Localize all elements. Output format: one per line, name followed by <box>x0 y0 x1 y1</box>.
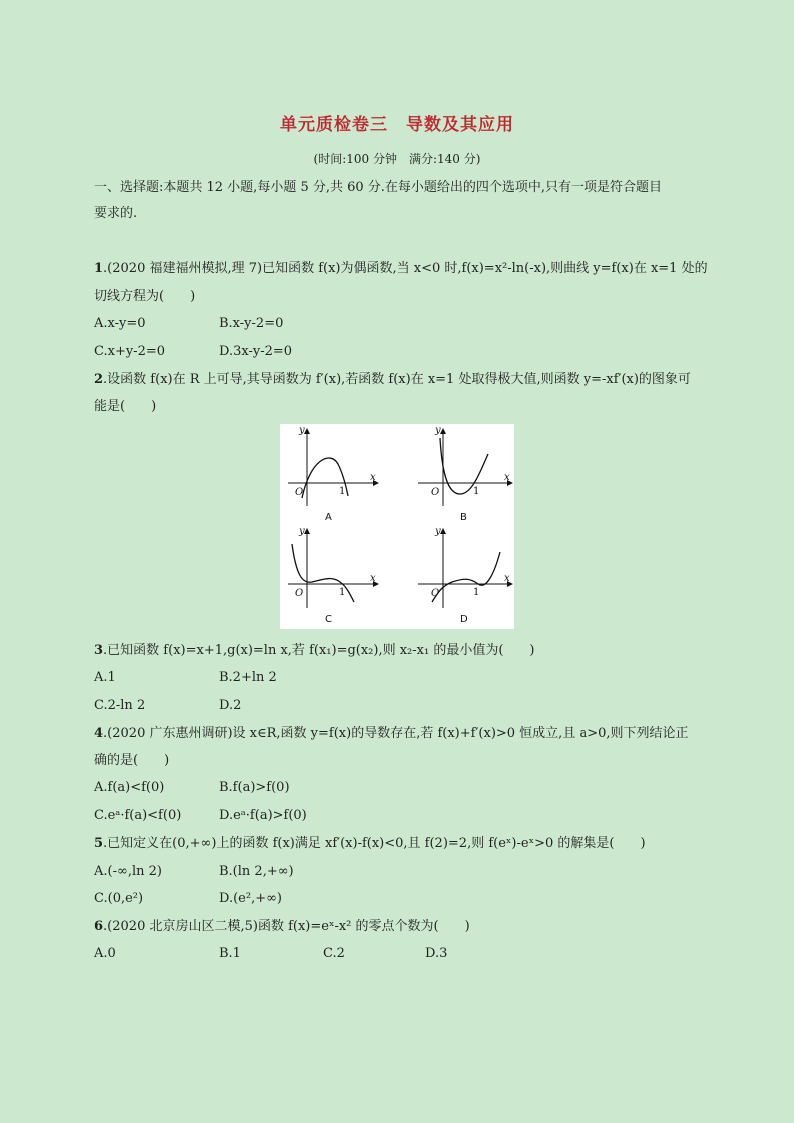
option-d[interactable]: D.3x-y-2=0 <box>219 344 293 359</box>
question-4-line2: 确的是( ) <box>94 753 170 768</box>
graph-options-figure <box>280 424 514 629</box>
option-c[interactable]: C.(0,e²) <box>94 891 144 906</box>
graph-a-label: A <box>325 512 332 523</box>
axis-y-label: y <box>299 425 305 436</box>
tick-one-label: 1 <box>339 587 346 598</box>
option-b[interactable]: B.x-y-2=0 <box>219 316 284 331</box>
option-d[interactable]: D.(e²,+∞) <box>219 891 282 906</box>
section-heading-line2: 要求的. <box>94 206 138 221</box>
question-6-line1 <box>94 919 470 935</box>
question-1-line1 <box>94 261 708 277</box>
axis-y-label: y <box>435 526 441 537</box>
option-d[interactable]: D.eᵃ·f(a)>f(0) <box>219 808 307 823</box>
option-c[interactable]: C.eᵃ·f(a)<f(0) <box>94 808 182 823</box>
question-4-line1 <box>94 726 689 742</box>
section-heading-line1: 一、选择题:本题共 12 小题,每小题 5 分,共 60 分.在每小题给出的四个选项中,只有一项是符合题目 <box>94 180 663 195</box>
question-5-line1 <box>94 836 646 852</box>
option-a[interactable]: A.0 <box>94 946 116 961</box>
option-d[interactable]: D.3 <box>425 946 448 961</box>
option-b[interactable]: B.1 <box>219 946 241 961</box>
option-b[interactable]: B.2+ln 2 <box>219 670 277 685</box>
origin-label: O <box>295 487 304 498</box>
axis-y-label: y <box>299 526 305 537</box>
origin-label: O <box>295 588 304 599</box>
option-b[interactable]: B.f(a)>f(0) <box>219 780 290 795</box>
question-text: .已知定义在(0,+∞)上的函数 f(x)满足 xf′(x)-f(x)<0,且 f(2)=2,则 f(eˣ)-eˣ>0 的解集是( ) <box>103 836 646 851</box>
tick-one-label: 1 <box>339 486 346 497</box>
axis-x-label: x <box>504 472 510 483</box>
axis-x-label: x <box>504 573 510 584</box>
question-number: 4 <box>94 726 104 741</box>
page-title: 单元质检卷三 导数及其应用 <box>280 115 514 135</box>
origin-label: O <box>431 487 440 498</box>
option-a[interactable]: A.f(a)<f(0) <box>94 780 165 795</box>
option-c[interactable]: C.x+y-2=0 <box>94 344 166 359</box>
graph-c-label: C <box>325 614 332 625</box>
question-number: 6 <box>94 919 104 934</box>
tick-one-label: 1 <box>473 587 480 598</box>
question-number: 5 <box>94 836 104 851</box>
axis-x-label: x <box>370 573 376 584</box>
question-text: .(2020 广东惠州调研)设 x∈R,函数 y=f(x)的导数存在,若 f(x)+f′(x)>0 恒成立,且 a>0,则下列结论正 <box>103 726 689 741</box>
question-text: .(2020 北京房山区二模,5)函数 f(x)=eˣ-x² 的零点个数为( ) <box>103 919 470 934</box>
graph-d-label: D <box>460 614 468 625</box>
option-c[interactable]: C.2 <box>323 946 345 961</box>
tick-one-label: 1 <box>473 486 480 497</box>
axis-y-label: y <box>435 425 441 436</box>
question-text: .(2020 福建福州模拟,理 7)已知函数 f(x)为偶函数,当 x<0 时,f(x)=x²-ln(-x),则曲线 y=f(x)在 x=1 处的 <box>103 261 708 276</box>
question-text: .设函数 f(x)在 R 上可导,其导函数为 f′(x),若函数 f(x)在 x=1 处取得极大值,则函数 y=-xf′(x)的图象可 <box>103 372 691 387</box>
option-c[interactable]: C.2-ln 2 <box>94 698 146 713</box>
question-1-line2: 切线方程为( ) <box>94 289 196 304</box>
question-3-line1 <box>94 643 535 659</box>
question-number: 1 <box>94 261 104 276</box>
option-b[interactable]: B.(ln 2,+∞) <box>219 864 294 879</box>
option-a[interactable]: A.1 <box>94 670 116 685</box>
option-a[interactable]: A.x-y=0 <box>94 316 146 331</box>
question-2-line1 <box>94 372 691 388</box>
option-d[interactable]: D.2 <box>219 698 242 713</box>
axis-x-label: x <box>370 472 376 483</box>
origin-label: O <box>431 588 440 599</box>
option-a[interactable]: A.(-∞,ln 2) <box>94 864 162 879</box>
graph-b-label: B <box>460 512 467 523</box>
exam-info: (时间:100 分钟 满分:140 分) <box>313 152 481 166</box>
question-number: 2 <box>94 372 104 387</box>
question-text: .已知函数 f(x)=x+1,g(x)=ln x,若 f(x₁)=g(x₂),则 x₂-x₁ 的最小值为( ) <box>103 643 535 658</box>
question-number: 3 <box>94 643 104 658</box>
question-2-line2: 能是( ) <box>94 399 157 414</box>
